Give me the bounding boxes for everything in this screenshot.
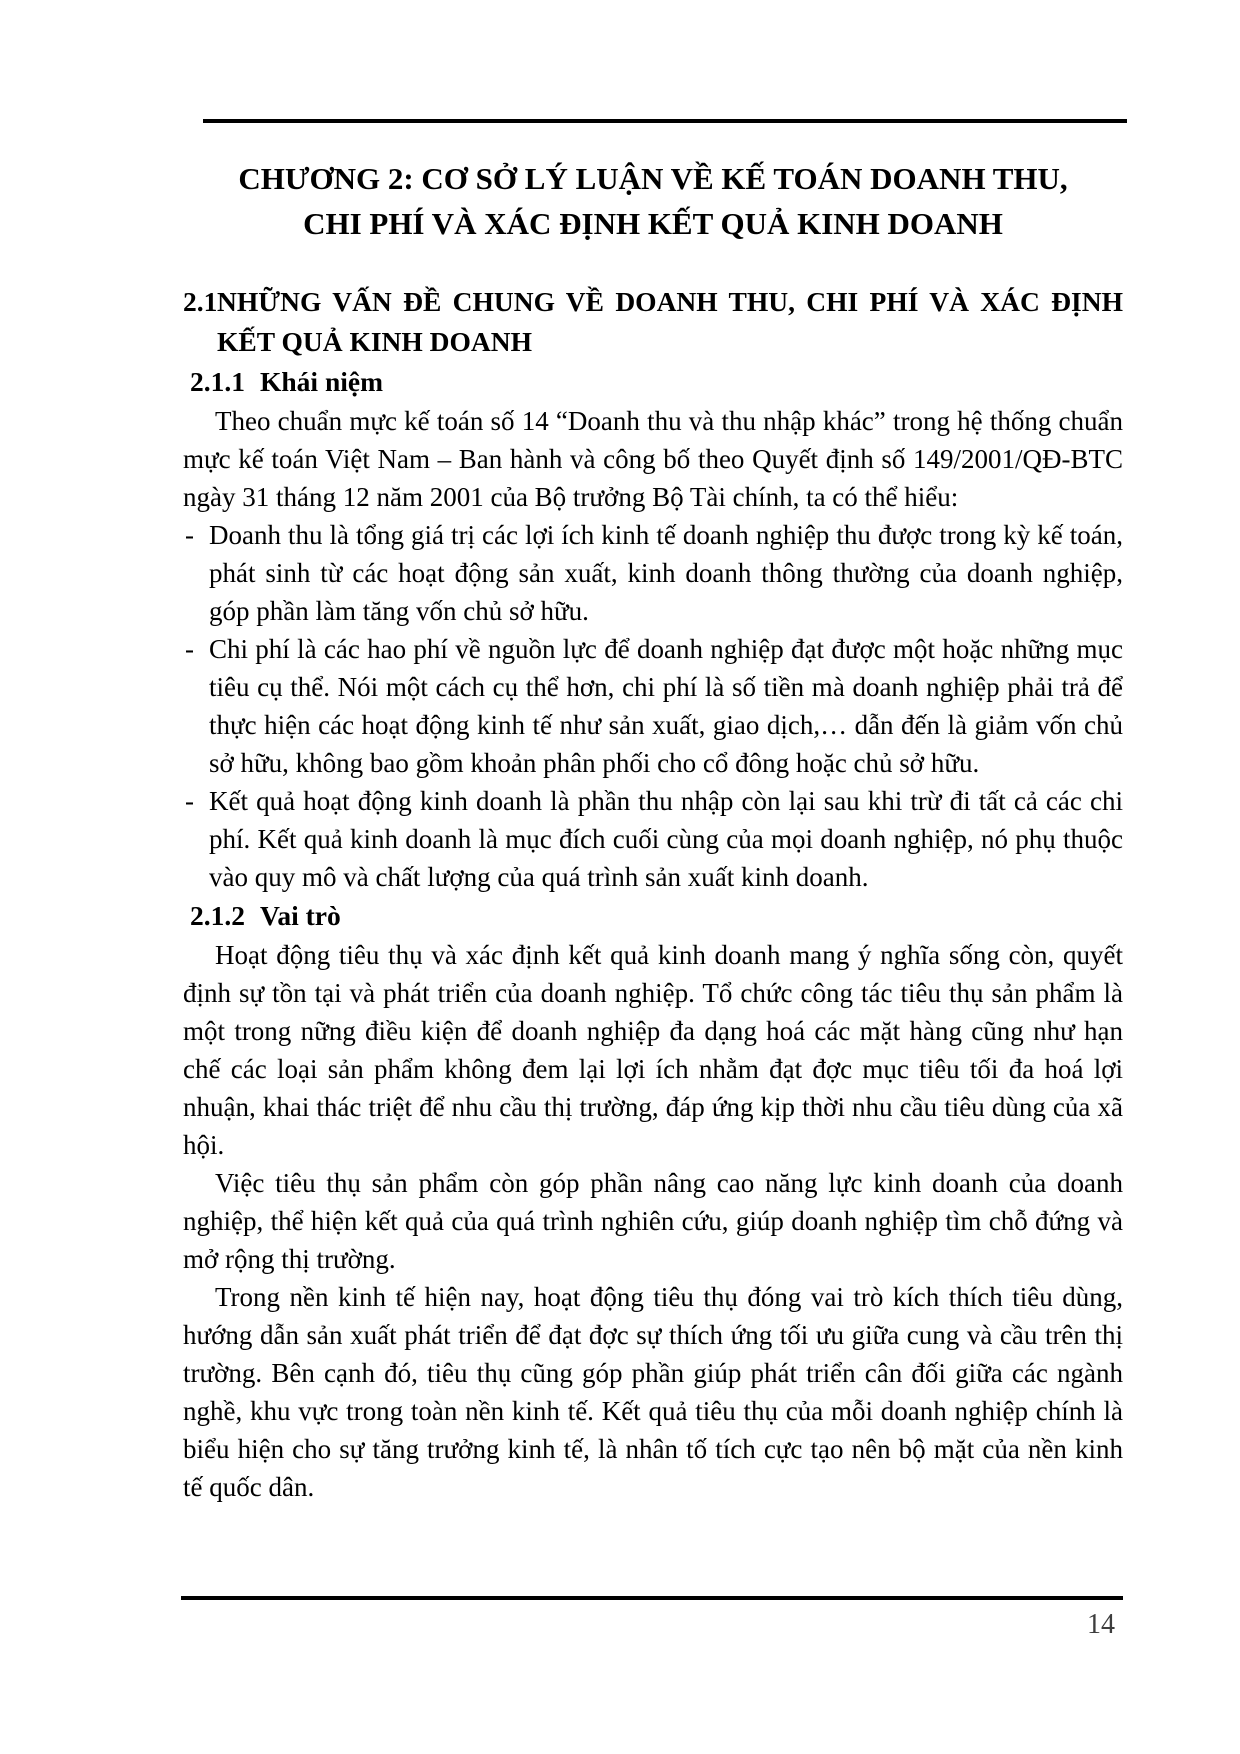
section-number: 2.1.2 (190, 900, 245, 931)
bullet-text: Chi phí là các hao phí về nguồn lực để doanh nghiệp đạt được một hoặc những mục tiêu cụ thể. Nói một cách cụ thể hơn, chi phí là số tiền mà doanh nghiệp phải trả để thực hiện các hoạt động kinh tế như sản xuất, giao dịch,… dẫn đến là giảm vốn chủ sở hữu, không bao gồm khoản phân phối cho cổ đông hoặc chủ sở hữu. (209, 634, 1123, 778)
bullet-marker: - (185, 634, 194, 664)
section-title: NHỮNG VẤN ĐỀ CHUNG VỀ DOANH THU, CHI PHÍ VÀ XÁC ĐỊNH KẾT QUẢ KINH DOANH (217, 286, 1123, 357)
chapter-title-line-2: CHI PHÍ VÀ XÁC ĐỊNH KẾT QUẢ KINH DOANH (303, 206, 1003, 241)
list-item (185, 516, 1123, 630)
list-item (185, 782, 1123, 896)
paragraph: Hoạt động tiêu thụ và xác định kết quả kinh doanh mang ý nghĩa sống còn, quyết định sự tồn tại và phát triển của doanh nghiệp. Tổ chức công tác tiêu thụ sản phẩm là một trong nững điều kiện để doanh nghiệp đa dạng hoá các mặt hàng cũng như hạn chế các loại sản phẩm không đem lại lợi ích nhằm đạt đợc mục tiêu tối đa hoá lợi nhuận, khai thác triệt để nhu cầu thị trường, đáp ứng kịp thời nhu cầu tiêu dùng của xã hội. (183, 940, 1123, 1160)
paragraph-intro: Theo chuẩn mực kế toán số 14 “Doanh thu và thu nhập khác” trong hệ thống chuẩn mực kế toán Việt Nam – Ban hành và công bố theo Quyết định số 149/2001/QĐ-BTC ngày 31 tháng 12 năm 2001 của Bộ trưởng Bộ Tài chính, ta có thể hiểu: (183, 406, 1123, 512)
section-heading-2-1-1 (190, 362, 1123, 402)
section-number: 2.1 (183, 286, 218, 317)
paragraph: Việc tiêu thụ sản phẩm còn góp phần nâng cao năng lực kinh doanh của doanh nghiệp, thể hiện kết quả của quá trình nghiên cứu, giúp doanh nghiệp tìm chỗ đứng và mở rộng thị trường. (183, 1168, 1123, 1274)
bullet-text: Doanh thu là tổng giá trị các lợi ích kinh tế doanh nghiệp thu được trong kỳ kế toán, phát sinh từ các hoạt động sản xuất, kinh doanh thông thường của doanh nghiệp, góp phần làm tăng vốn chủ sở hữu. (209, 520, 1123, 626)
section-heading-2-1-2 (190, 896, 1123, 936)
section-heading-2-1 (183, 282, 1123, 362)
bullet-text: Kết quả hoạt động kinh doanh là phần thu nhập còn lại sau khi trừ đi tất cả các chi phí. Kết quả kinh doanh là mục đích cuối cùng của mọi doanh nghiệp, nó phụ thuộc vào quy mô và chất lượng của quá trình sản xuất kinh doanh. (209, 786, 1123, 892)
header-rule (203, 119, 1127, 123)
page-number: 14 (1087, 1609, 1115, 1640)
footer-rule (181, 1596, 1123, 1600)
bullet-marker: - (185, 520, 194, 550)
section-title: Khái niệm (260, 366, 383, 397)
section-number: 2.1.1 (190, 366, 245, 397)
paragraph: Trong nền kinh tế hiện nay, hoạt động tiêu thụ đóng vai trò kích thích tiêu dùng, hướng dẫn sản xuất phát triển để đạt đợc sự thích ứng tối ưu giữa cung và cầu trên thị trường. Bên cạnh đó, tiêu thụ cũng góp phần giúp phát triển cân đối giữa các ngành nghề, khu vực trong toàn nền kinh tế. Kết quả tiêu thụ của mỗi doanh nghiệp chính là biểu hiện cho sự tăng trưởng kinh tế, là nhân tố tích cực tạo nên bộ mặt của nền kinh tế quốc dân. (183, 1282, 1123, 1502)
page-content (183, 156, 1123, 1506)
section-title: Vai trò (260, 900, 341, 931)
chapter-title-line-1: CHƯƠNG 2: CƠ SỞ LÝ LUẬN VỀ KẾ TOÁN DOANH THU, (238, 161, 1068, 196)
list-item (185, 630, 1123, 782)
chapter-title (183, 156, 1123, 246)
bullet-marker: - (185, 786, 194, 816)
